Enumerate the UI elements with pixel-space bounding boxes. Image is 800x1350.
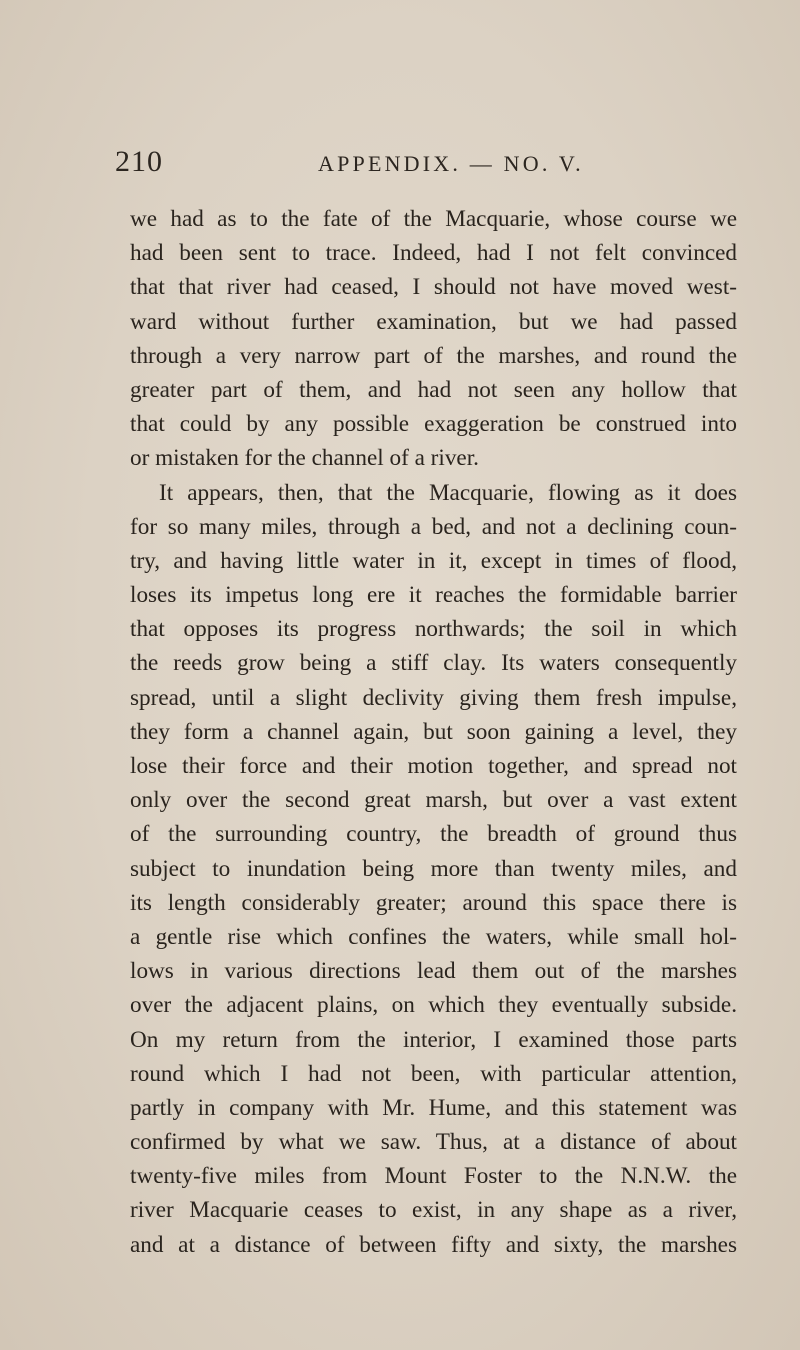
text-line: for so many miles, through a bed, and not a declining coun- [130,513,737,540]
text-line: its length considerably greater; around this space there is [130,889,737,916]
text-line: that that river had ceased, I should not have moved west- [130,274,737,301]
paragraph-start-line: It appears, then, that the Macquarie, flowing as it does [159,479,737,506]
text-line: ward without further examination, but we had passed [130,308,737,335]
body-text [130,202,737,1262]
text-line: partly in company with Mr. Hume, and this statement was [130,1094,737,1121]
text-line: of the surrounding country, the breadth of ground thus [130,821,737,848]
text-line: that could by any possible exaggeration be construed into [130,411,737,438]
text-line: that opposes its progress northwards; the soil in which [130,616,737,643]
text-line: we had as to the fate of the Macquarie, whose course we [130,206,737,232]
text-line: through a very narrow part of the marshes, and round the [130,342,737,369]
running-head [115,142,735,182]
text-line: subject to inundation being more than twenty miles, and [130,855,737,882]
text-line: On my return from the interior, I examined those parts [130,1026,737,1053]
text-line: or mistaken for the channel of a river. [130,445,479,472]
text-line: lose their force and their motion together, and spread not [130,753,737,779]
page-number: 210 [115,145,163,178]
text-line: a gentle rise which confines the waters, while small hol- [130,923,737,950]
text-line: confirmed by what we saw. Thus, at a distance of about [130,1129,737,1156]
text-line: they form a channel again, but soon gaining a level, they [130,718,737,745]
running-title: APPENDIX. — NO. V. [318,151,584,176]
text-line: had been sent to trace. Indeed, had I not felt convinced [130,240,737,267]
text-line: spread, until a slight declivity giving them fresh impulse, [130,684,737,711]
text-line: lows in various directions lead them out of the marshes [130,958,737,985]
text-line: over the adjacent plains, on which they eventually subside. [130,992,737,1019]
text-line: the reeds grow being a stiff clay. Its waters consequently [130,650,737,677]
text-line: try, and having little water in it, except in times of flood, [130,547,737,574]
text-line: round which I had not been, with particular attention, [130,1060,737,1087]
text-line: only over the second great marsh, but over a vast extent [130,787,737,814]
text-line: loses its impetus long ere it reaches the formidable barrier [130,582,737,609]
text-line: greater part of them, and had not seen any hollow that [130,376,737,403]
text-line: and at a distance of between fifty and sixty, the marshes [130,1231,737,1258]
text-line: river Macquarie ceases to exist, in any shape as a river, [130,1197,737,1224]
text-line: twenty-five miles from Mount Foster to the N.N.W. the [130,1163,737,1190]
